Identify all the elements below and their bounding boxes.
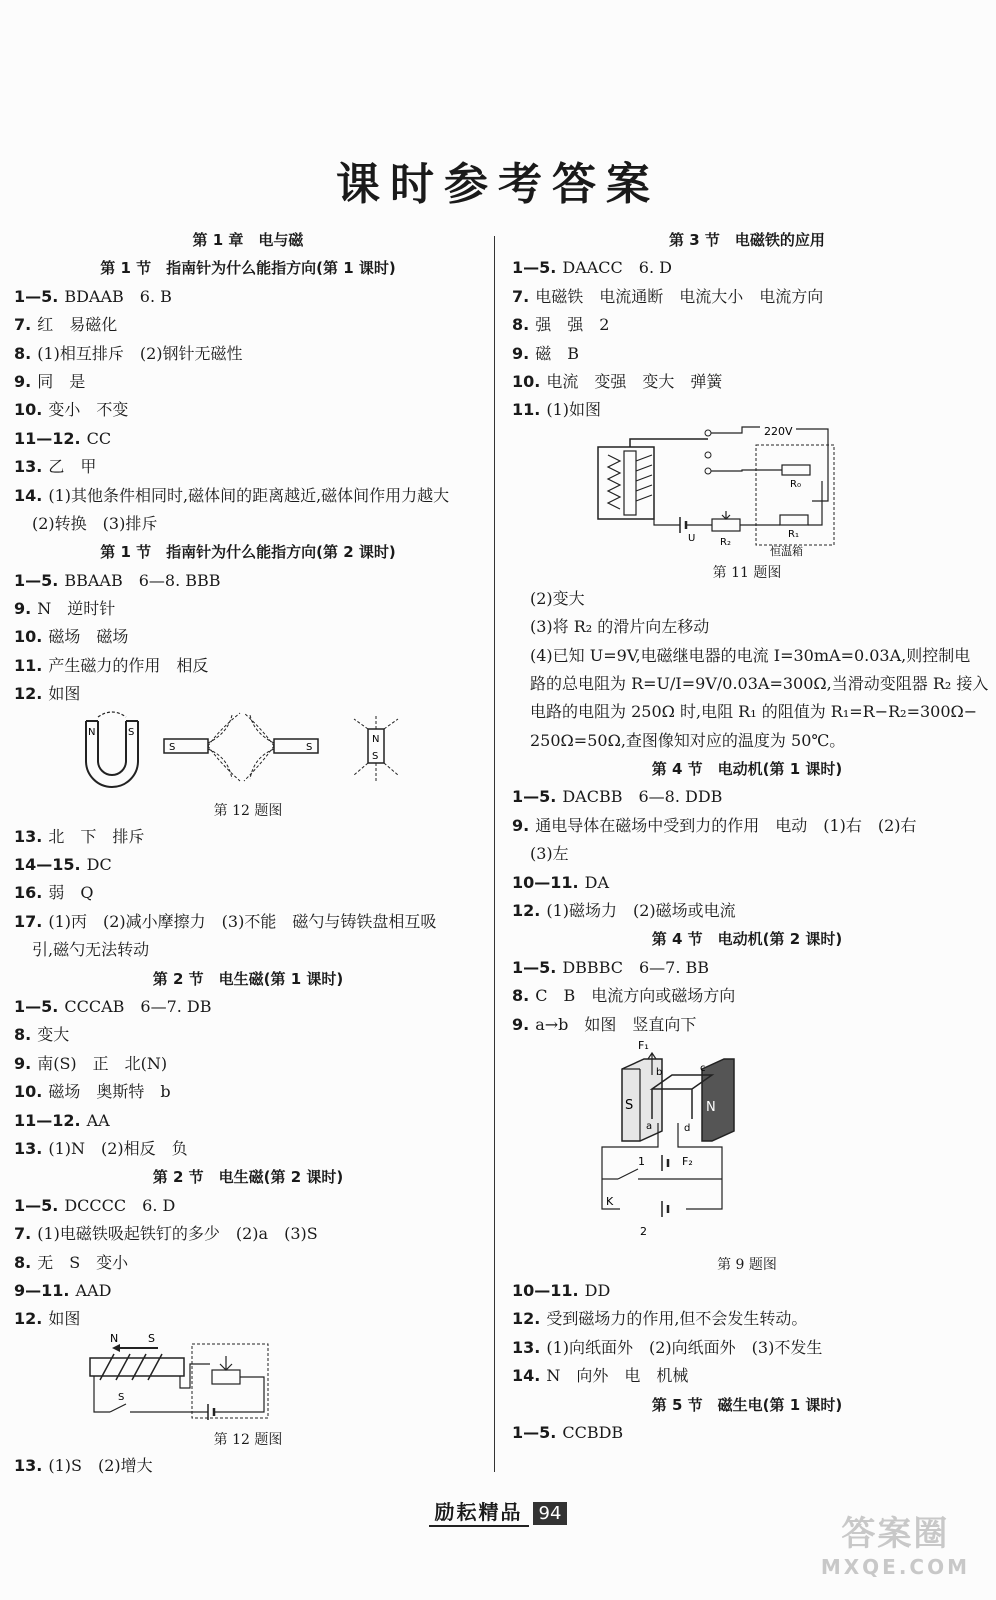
answer-line: 1—5. BDAAB 6. B <box>14 286 172 306</box>
figure-caption: 第 12 题图 <box>213 802 283 819</box>
motor-coil-figure <box>512 1039 982 1253</box>
svg-text:U: U <box>688 532 696 544</box>
answer-line: 11. 产生磁力的作用 相反 <box>14 655 209 675</box>
chapter-heading: 第 1 章 电与磁 <box>192 231 304 249</box>
svg-text:S: S <box>128 726 135 738</box>
page-number: 94 <box>533 1502 568 1525</box>
answer-line: 9. 磁 B <box>512 343 579 363</box>
svg-text:R₂: R₂ <box>720 536 731 548</box>
svg-text:d: d <box>684 1122 691 1134</box>
answer-line: 10—11. DA <box>512 872 609 892</box>
answer-line: 12. 如图 <box>14 1309 81 1329</box>
answer-line: 8. 变大 <box>14 1025 70 1045</box>
magnet-field-figure <box>14 709 482 799</box>
answer-line: 12. 如图 <box>14 684 81 704</box>
answer-line: 8. 强 强 2 <box>512 315 610 335</box>
section-heading: 第 1 节 指南针为什么能指方向(第 1 课时) <box>100 259 396 278</box>
section-heading: 第 5 节 磁生电(第 1 课时) <box>651 1395 843 1414</box>
svg-text:N: N <box>88 726 96 738</box>
answer-line: 1—5. CCBDB <box>512 1422 624 1442</box>
section-heading: 第 4 节 电动机(第 2 课时) <box>651 930 843 949</box>
svg-text:2: 2 <box>640 1224 647 1238</box>
svg-text:S: S <box>148 1333 155 1345</box>
answer-line: 10—11. DD <box>512 1280 611 1300</box>
answer-line: 14—15. DC <box>14 855 112 875</box>
answer-line: 9. 通电导体在磁场中受到力的作用 电动 (1)右 (2)右 <box>512 815 917 835</box>
answer-continuation: (2)变大 <box>530 588 585 608</box>
answer-line: 1—5. BBAAB 6—8. BBB <box>14 570 221 590</box>
answer-continuation: (2)转换 (3)排斥 <box>32 513 158 533</box>
answer-line: 8. (1)相互排斥 (2)钢针无磁性 <box>14 343 243 363</box>
figure-caption: 第 12 题图 <box>213 1431 283 1448</box>
page-title: 课时参考答案 <box>336 159 660 210</box>
answer-line: 16. 弱 Q <box>14 883 94 903</box>
svg-text:K: K <box>606 1194 614 1208</box>
answer-line: 1—5. DCCCC 6. D <box>14 1195 176 1215</box>
svg-text:S: S <box>118 1391 125 1403</box>
answer-line: 13. 北 下 排斥 <box>14 826 145 846</box>
svg-text:R₁: R₁ <box>788 528 799 540</box>
answer-line: 12. 受到磁场力的作用,但不会发生转动。 <box>512 1309 808 1329</box>
svg-text:N: N <box>706 1099 716 1115</box>
svg-text:a: a <box>646 1120 653 1132</box>
section-heading: 第 3 节 电磁铁的应用 <box>669 231 825 249</box>
answer-continuation: 电路的电阻为 250Ω 时,电阻 R₁ 的阻值为 R₁=R−R₂=300Ω− <box>530 702 978 722</box>
figure-caption: 第 11 题图 <box>712 564 782 581</box>
answer-line: 13. (1)向纸面外 (2)向纸面外 (3)不发生 <box>512 1337 823 1357</box>
answer-line: 12. (1)磁场力 (2)磁场或电流 <box>512 901 736 921</box>
svg-text:N: N <box>372 733 380 745</box>
answer-line: 11. (1)如图 <box>512 400 602 420</box>
answer-continuation: (4)已知 U=9V,电磁继电器的电流 I=30mA=0.03A,则控制电 <box>530 645 971 665</box>
answer-line: 11—12. AA <box>14 1110 110 1130</box>
answer-line: 7. 电磁铁 电流通断 电流大小 电流方向 <box>512 286 824 306</box>
answer-line: 9. 同 是 <box>14 371 86 391</box>
answer-line: 11—12. CC <box>14 428 112 448</box>
svg-text:220V: 220V <box>764 424 793 438</box>
svg-text:S: S <box>306 741 313 753</box>
svg-text:N: N <box>110 1333 119 1345</box>
section-heading: 第 4 节 电动机(第 1 课时) <box>651 760 843 779</box>
answer-line: 13. (1)N (2)相反 负 <box>14 1138 188 1158</box>
answer-line: 8. 无 S 变小 <box>14 1252 129 1272</box>
answer-line: 9—11. AAD <box>14 1280 112 1300</box>
answer-continuation: (3)将 R₂ 的滑片向左移动 <box>530 617 710 637</box>
svg-text:S: S <box>372 750 379 762</box>
answer-line: 10. 电流 变强 变大 弹簧 <box>512 371 723 391</box>
svg-text:b: b <box>656 1066 663 1078</box>
answer-line: 14. (1)其他条件相同时,磁体间的距离越近,磁体间作用力越大 <box>14 485 450 505</box>
answer-line: 9. 南(S) 正 北(N) <box>14 1053 168 1073</box>
relay-circuit-figure <box>512 425 982 561</box>
answer-line: 9. a→b 如图 竖直向下 <box>512 1014 697 1034</box>
column-divider <box>494 236 495 1472</box>
svg-text:1: 1 <box>638 1154 645 1168</box>
answer-line: 9. N 逆时针 <box>14 599 116 619</box>
answer-line: 14. N 向外 电 机械 <box>512 1366 689 1386</box>
answer-continuation: 引,磁勺无法转动 <box>32 940 150 960</box>
svg-text:R₀: R₀ <box>790 478 801 490</box>
answer-line: 13. (1)S (2)增大 <box>14 1455 153 1475</box>
answer-line: 7. (1)电磁铁吸起铁钉的多少 (2)a (3)S <box>14 1224 318 1244</box>
left-column <box>14 226 482 1480</box>
figure-caption: 第 9 题图 <box>717 1256 777 1273</box>
answer-continuation: 路的总电阻为 R=U/I=9V/0.03A=300Ω,当滑动变阻器 R₂ 接入 <box>530 673 989 693</box>
svg-text:F₂: F₂ <box>682 1154 693 1168</box>
svg-text:c: c <box>700 1062 706 1074</box>
svg-text:S: S <box>625 1097 634 1113</box>
answer-line: 17. (1)丙 (2)减小摩擦力 (3)不能 磁勺与铸铁盘相互吸 <box>14 911 437 931</box>
answer-line: 1—5. DACBB 6—8. DDB <box>512 787 723 807</box>
section-heading: 第 2 节 电生磁(第 2 课时) <box>152 1168 344 1187</box>
answer-line: 8. C B 电流方向或磁场方向 <box>512 986 736 1006</box>
answer-continuation: (3)左 <box>530 844 569 864</box>
svg-text:S: S <box>169 741 176 753</box>
answer-line: 10. 变小 不变 <box>14 400 129 420</box>
section-heading: 第 2 节 电生磁(第 1 课时) <box>152 969 344 988</box>
answer-line: 7. 红 易磁化 <box>14 315 118 335</box>
answer-line: 1—5. DBBBC 6—7. BB <box>512 957 710 977</box>
watermark: 答案圈 MXQE.COM <box>820 1514 970 1579</box>
answer-continuation: 250Ω=50Ω,查图像知对应的温度为 50℃。 <box>530 730 846 750</box>
brand-logo: 励耘精品 <box>429 1496 529 1527</box>
answer-line: 1—5. CCCAB 6—7. DB <box>14 996 212 1016</box>
answer-line: 1—5. DAACC 6. D <box>512 258 672 278</box>
svg-text:恒温箱: 恒温箱 <box>770 544 803 557</box>
solenoid-circuit-figure <box>14 1334 482 1428</box>
answer-line: 10. 磁场 奥斯特 b <box>14 1082 171 1102</box>
answer-line: 10. 磁场 磁场 <box>14 627 129 647</box>
svg-text:F₁: F₁ <box>638 1038 649 1052</box>
right-column <box>512 226 989 1447</box>
section-heading: 第 1 节 指南针为什么能指方向(第 2 课时) <box>100 543 396 562</box>
answer-line: 13. 乙 甲 <box>14 457 97 477</box>
